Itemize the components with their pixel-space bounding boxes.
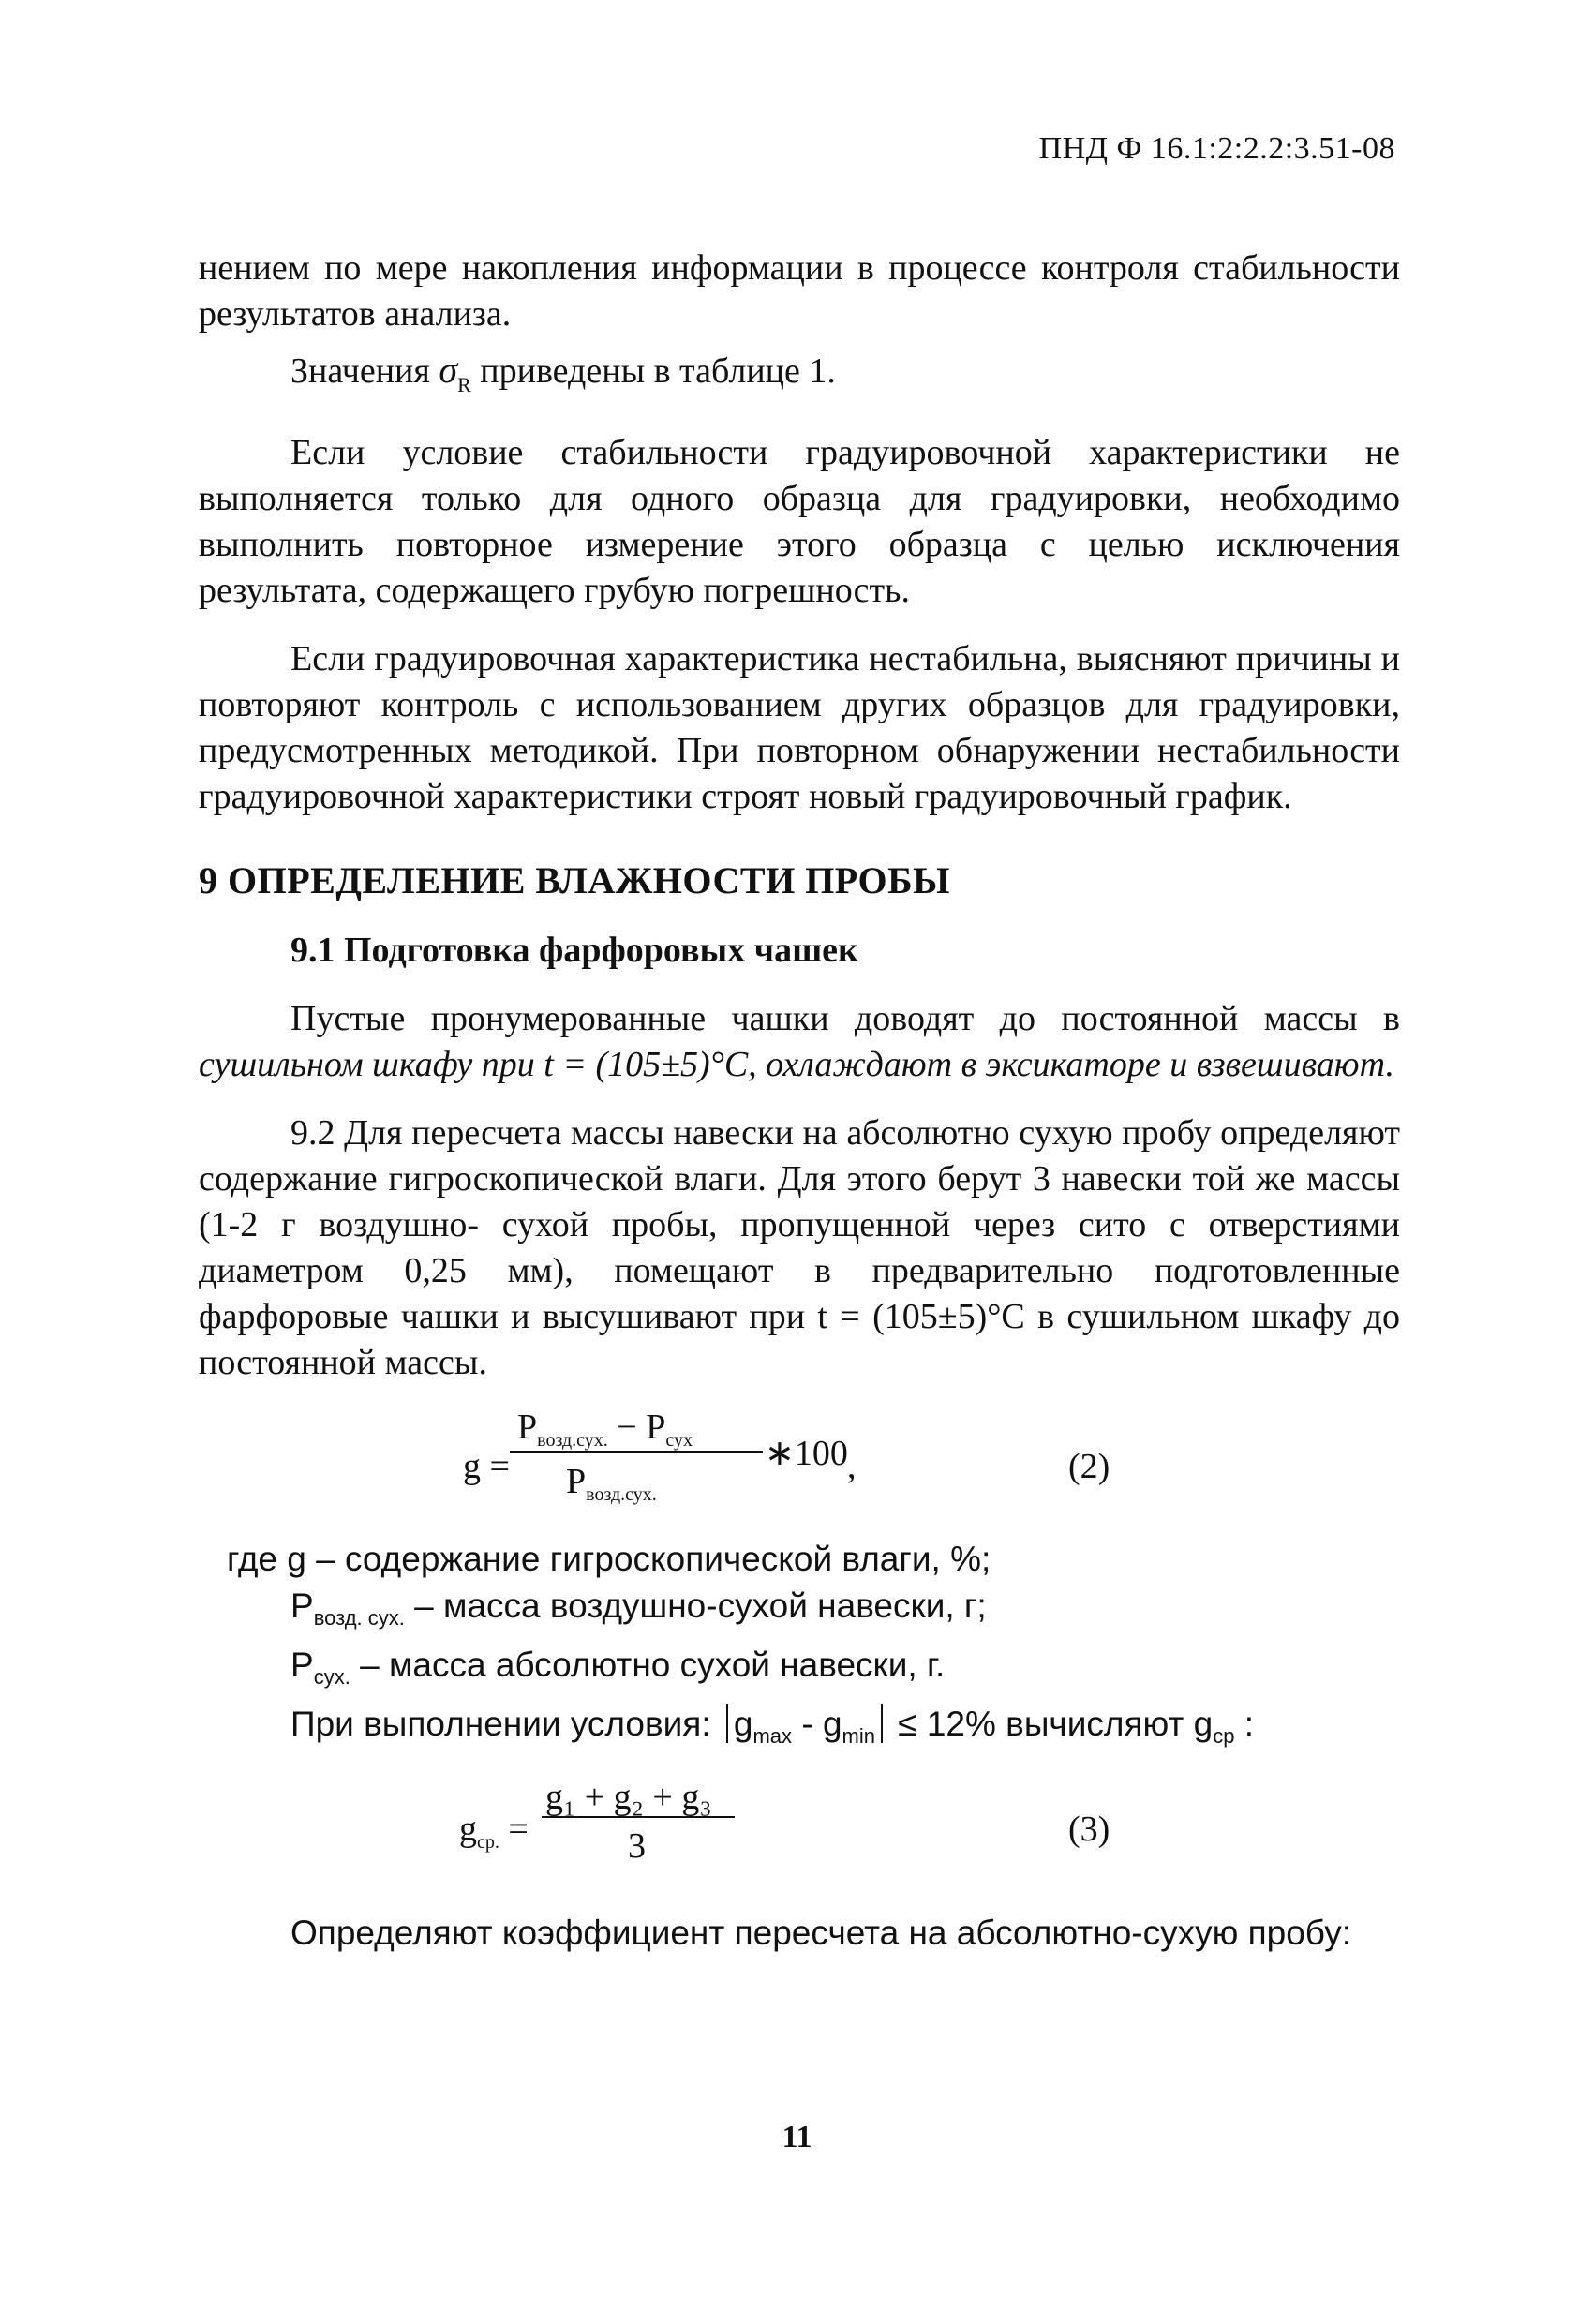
formula-3-number: (3) [1068,1810,1110,1849]
formula-3-g: g [459,1810,477,1849]
formula-3-denominator: 3 [628,1826,646,1866]
paragraph-sigma-values [290,347,1400,408]
denominator-sub: возд.сух. [586,1484,657,1505]
condition-minus: - [792,1705,823,1743]
condition-colon: : [1234,1705,1255,1743]
legend-line-p-sukh [290,1642,1400,1701]
paragraph-9-1-text: Пустые пронумерованные чашки доводят до постоянной массы в [290,999,1400,1038]
formula-2-lhs: g = [463,1447,510,1486]
sigma-subscript: R [457,373,471,396]
condition-gmax-sub: max [752,1724,793,1748]
sigma-text-before: Значения [290,351,439,391]
condition-line [290,1701,1400,1760]
formula-3-g-sub: ср. [477,1832,499,1853]
formula-2-multiplier: ∗100 [765,1434,848,1473]
formula-2-legend [199,1536,1400,1760]
formula-2-denominator [566,1459,657,1518]
formula-3-fraction-bar [542,1816,735,1818]
paragraph-continued: нением по мере накопления информации в процессе контроля стабильности результатов анализа. [199,248,1400,334]
paragraph-9-2: 9.2 Для пересчета массы навески на абсолютно сухую пробу определяют содержание гигроскопической влаги. Для этого берут 3 навески той же массы (1-2 г воздушно- сухой пробы, пропущенной через сито с отверстиями диаметром 0,25 мм), помещают в предварительно подготовленные фарфоровые чашки и высушивают при t = (105±5)°С в сушильном шкафу до постоянной массы. [199,1113,1400,1382]
legend-p-vozd-sub: возд. сух. [313,1606,405,1630]
condition-gmin-sub: min [842,1724,875,1748]
condition-gmax: g [733,1705,753,1743]
numerator-sub-2: сух [665,1430,693,1451]
paragraph-9-1 [199,996,1400,1088]
legend-p-sukh-sub: сух. [313,1665,350,1689]
formula-2-number: (2) [1068,1447,1110,1486]
formula-2-fraction-bar [510,1451,763,1452]
formula-3-lhs [459,1807,529,1866]
subsection-heading-9-1: 9.1 Подготовка фарфоровых чашек [290,931,858,970]
paragraph-unstable-calibration: Если градуировочная характеристика нестабильна, выясняют причины и повторяют контроль с использованием других образцов для градуировки, предусмотренных методикой. При повторном обнаружении нестабильности градуировочной характеристики строят новый градуировочный график. [199,639,1400,816]
numerator-minus: − P [607,1408,666,1447]
sigma-text-after: приведены в таблице 1. [470,351,836,391]
formula-2-numerator [517,1405,693,1464]
legend-p-symbol-2: P [290,1646,314,1684]
document-code-header: ПНД Ф 16.1:2:2.2:3.51-08 [1038,131,1395,166]
paragraph-stability-condition: Если условие стабильности градуировочной характеристики не выполняется только для одного образца для градуировки, необходимо выполнить повторное измерение этого образца с целью исключения результата, содержащего грубую погрешность. [199,433,1400,610]
numerator-sub-1: возд.сух. [537,1430,608,1451]
legend-p-sukh-text: – масса абсолютно сухой навески, г. [350,1646,946,1684]
paragraph-conversion-coefficient: Определяют коэффициент пересчета на абсолютно-сухую пробу: [290,1914,1351,1952]
legend-line-g: где g – содержание гигроскопической влаги, %; [227,1540,991,1578]
legend-p-symbol: P [290,1587,314,1625]
paragraph-9-1-italic: сушильном шкафу при t = (105±5)°С, охлаждают в эксикаторе и взвешивают. [199,1045,1395,1084]
condition-gmin: g [822,1705,842,1743]
formula-3 [199,1775,1400,1878]
abs-bar-left [726,1704,728,1743]
page-content [199,246,1400,1956]
condition-prefix: При выполнении условия: [290,1705,721,1743]
formula-2-comma: , [847,1447,857,1486]
page-number: 11 [782,2120,812,2154]
formula-3-equals: = [499,1810,529,1849]
numerator-p: P [517,1408,538,1447]
denominator-p: P [566,1462,587,1501]
abs-bar-right [881,1704,883,1743]
legend-p-vozd-text: – масса воздушно-сухой навески, г; [404,1587,987,1625]
section-heading-9: 9 ОПРЕДЕЛЕНИЕ ВЛАЖНОСТИ ПРОБЫ [199,859,950,901]
condition-suffix: ≤ 12% вычисляют g [887,1705,1214,1743]
formula-2 [199,1405,1400,1515]
sigma-symbol: σ [439,349,458,391]
condition-gsr-sub: ср [1213,1724,1235,1748]
formula-3-numerator: g₁ + g₂ + g₃ [545,1778,712,1817]
legend-line-p-vozd [290,1583,1400,1642]
